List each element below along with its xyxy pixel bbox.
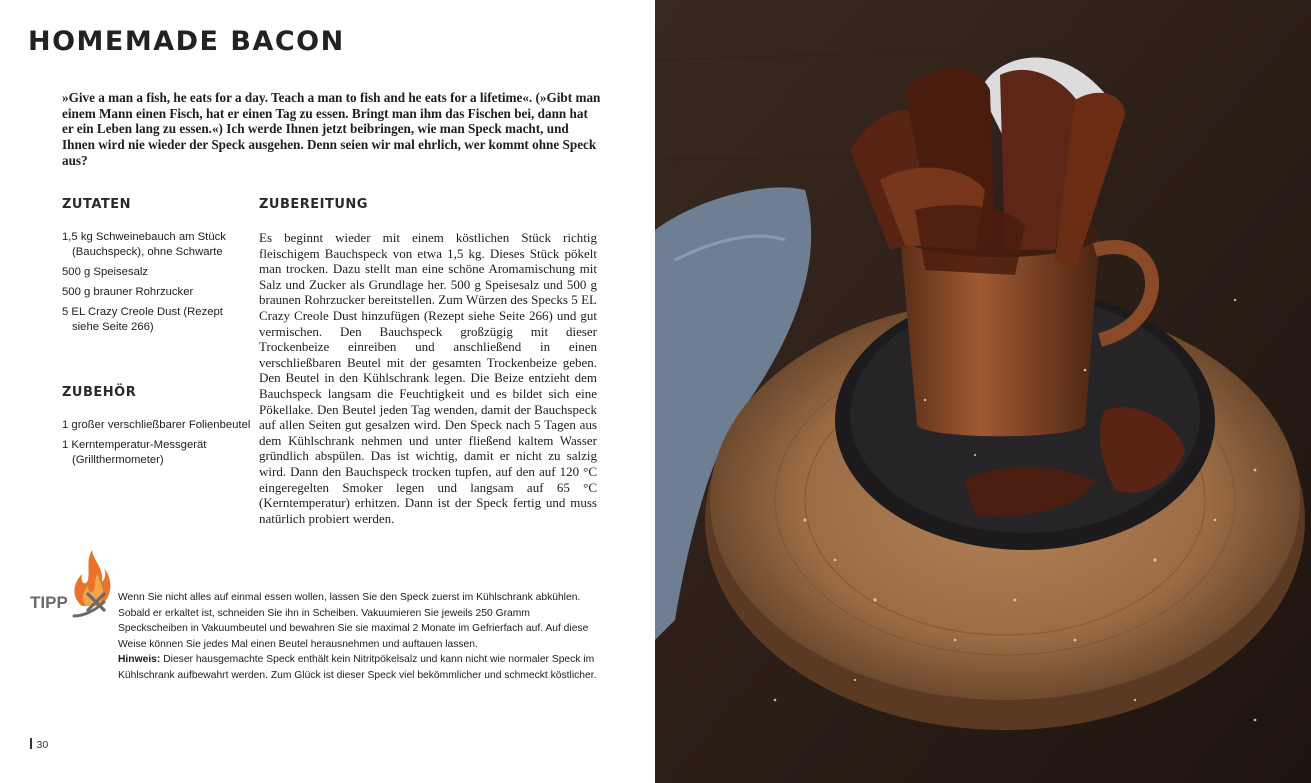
zubereitung-text: Es beginnt wieder mit einem köstlichen Stück richtig fleischigem Bauchspeck von etwa 1,5 kg. Dieses Stück pökelt man trocken. Dazu stellt man eine schöne Aromamischung mit Salz und Zucker als Grundlage her. 500 g Speisesalz und 500 g braunen Rohrzucker bereitstellen. Zum Würzen des Specks 5 EL Crazy Creole Dust hinzufügen (Rezept siehe Seite 266) und gut vermischen. Den Bauchspeck großzügig mit dieser Trockenbeize einreiben und anschließend in einen verschließbaren Beutel mit der gesamten Trockenbeize geben. Den Beutel in den Kühlschrank legen. Die Beize entzieht dem Bauchspeck langsam die Feuchtigkeit und es bildet sich eine Pökellake. Den Beutel jeden Tag wenden, damit der Bauchspeck auf allen Seiten gut gesalzen wird. Den Speck nach 5 Tagen aus dem Kühlschrank nehmen und unter fließend kaltem Wasser gründlich abspülen. Das ist wichtig, damit er nicht zu salzig wird. Dann den Bauchspeck trocken tupfen, auf den auf 120 °C eingeregelten Smoker legen und langsam auf 65 °C (Kerntemperatur) erhitzen. Dann ist der Speck fertig und muss natürlich probiert werden. — [259, 230, 597, 526]
tipp-text — [118, 590, 598, 684]
tipp-body: Wenn Sie nicht alles auf einmal essen wollen, lassen Sie den Speck zuerst im Kühlschrank abkühlen. Sobald er erkaltet ist, schneiden Sie ihn in Scheiben. Vakuumieren Sie jeweils 250 Gramm Speckscheiben in Vakuumbeutel und bewahren Sie sie maximal 2 Monate im Gefrierfach auf. Auf diese Weise können Sie jedes Mal einen Beutel herausnehmen und auftauen lassen. — [118, 592, 589, 650]
list-item: 500 g brauner Rohrzucker — [62, 286, 194, 298]
list-item: 1 großer verschließbarer Folienbeutel — [62, 419, 251, 431]
list-item: 1,5 kg Schweinebauch am Stück (Bauchspeck), ohne Schwarte — [62, 231, 226, 258]
intro-quote: »Give a man a fish, he eats for a day. Teach a man to fish and he eats for a lifetime«. (»Gibt man einem Mann einen Fisch, hat er einen Tag zu essen. Bringt man ihm das Fischen bei, dann hat er ein Leben lang zu essen.«) Ich werde Ihnen jetzt beibringen, wie man Speck macht, und Ihnen wird nie wieder der Speck ausgehen. Denn seien wir mal ehrlich, wer kommt ohne Speck aus? — [62, 90, 601, 168]
hinweis-text: Dieser hausgemachte Speck enthält kein Nitritpökelsalz und kann nicht wie normaler Speck im Kühlschrank aufbewahrt werden. Zum Glück ist dieser Speck viel bekömmlicher und schmeckt köstlicher. — [118, 654, 597, 681]
tipp-logo — [30, 546, 115, 618]
tipp-label: TIPP — [30, 593, 68, 612]
bacon-photo — [655, 0, 1311, 783]
zubereitung-heading: ZUBEREITUNG — [259, 197, 368, 212]
zutaten-heading: ZUTATEN — [62, 197, 132, 212]
page-number — [30, 738, 48, 751]
photo-illustration — [655, 0, 1311, 783]
hinweis-label: Hinweis: — [118, 654, 161, 666]
page-number-value: 30 — [36, 739, 49, 751]
page-number-rule — [30, 738, 32, 749]
list-item: 500 g Speisesalz — [62, 266, 149, 278]
page-title: HOMEMADE BACON — [28, 26, 345, 57]
list-item: 1 Kerntemperatur-Messgerät (Grillthermometer) — [62, 439, 207, 466]
zutaten-list — [62, 230, 252, 340]
list-item: 5 EL Crazy Creole Dust (Rezept siehe Seite 266) — [62, 306, 223, 333]
zubehoer-heading: ZUBEHÖR — [62, 385, 137, 400]
left-page — [0, 0, 655, 783]
flame-icon — [30, 546, 115, 618]
zubehoer-list — [62, 418, 252, 473]
